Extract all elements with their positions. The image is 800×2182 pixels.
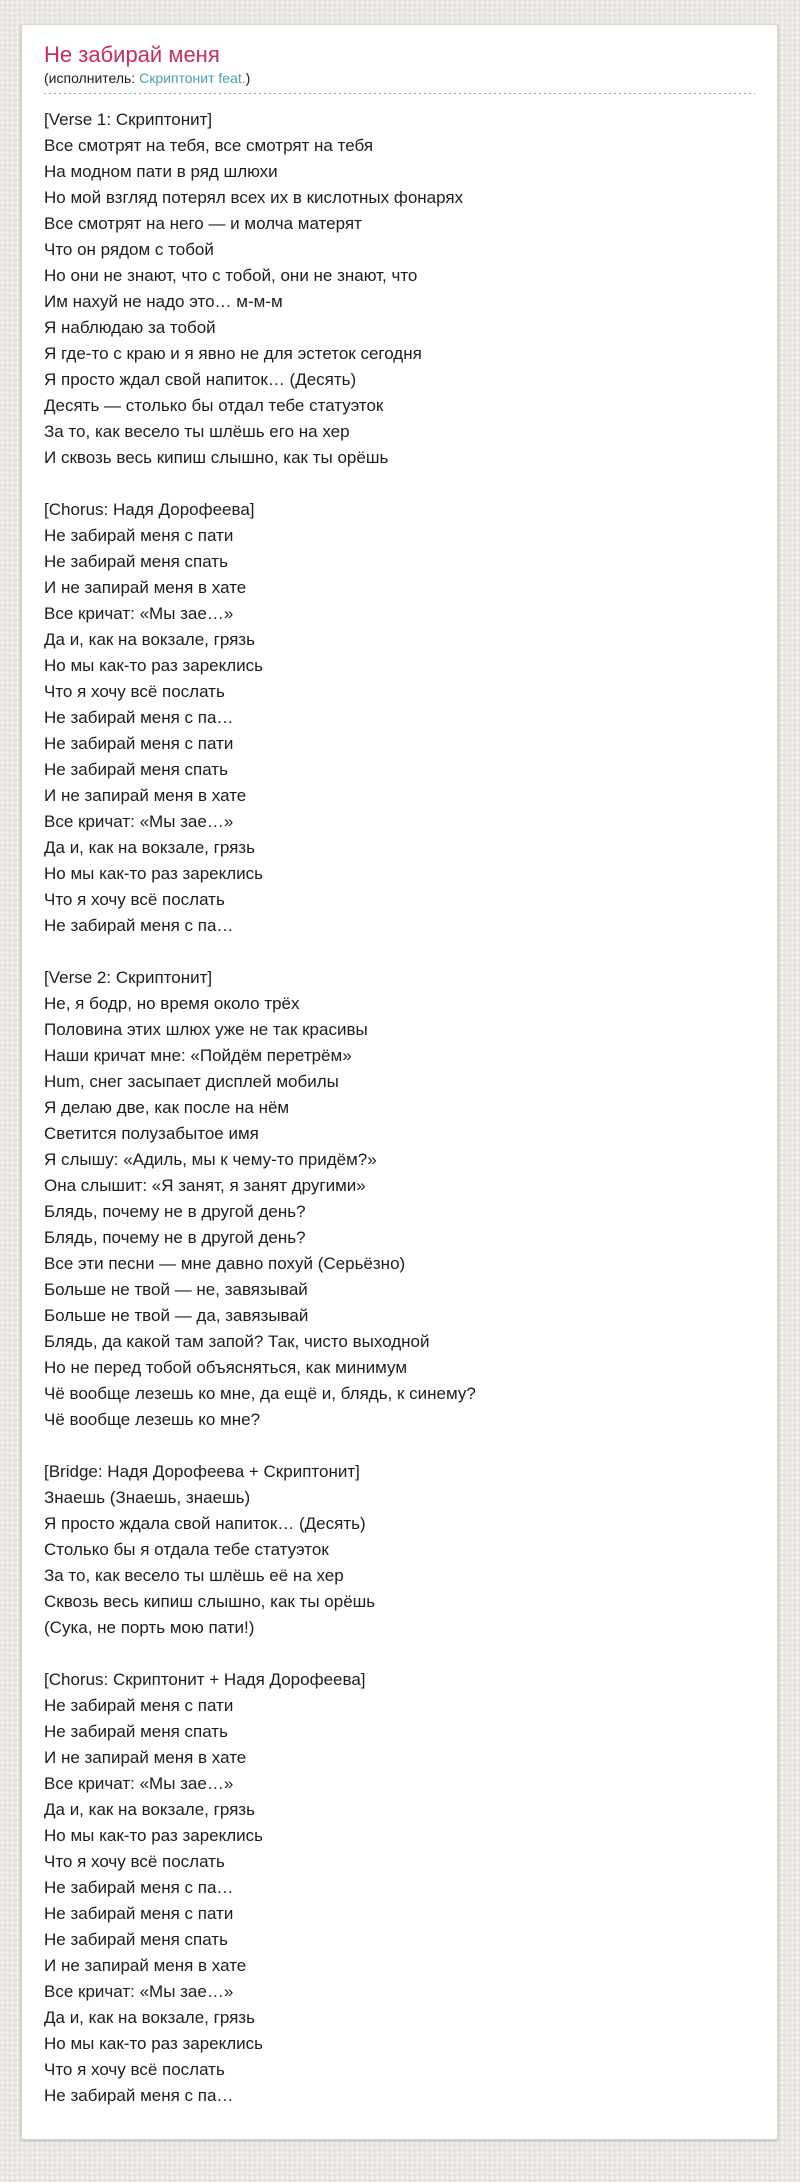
lyric-line: И не запирай меня в хате bbox=[44, 786, 247, 805]
lyrics-section bbox=[44, 965, 755, 1433]
lyric-line: Больше не твой — не, завязывай bbox=[44, 1280, 308, 1299]
lyric-line: (Сука, не порть мою пати!) bbox=[44, 1618, 255, 1637]
lyric-line: Но мы как-то раз зареклись bbox=[44, 656, 264, 675]
lyric-line: Не забирай меня с па… bbox=[44, 916, 234, 935]
lyric-line: Светится полузабытое имя bbox=[44, 1124, 259, 1143]
lyric-line: И не запирай меня в хате bbox=[44, 1956, 247, 1975]
lyric-line: Не забирай меня с пати bbox=[44, 526, 234, 545]
lyric-line: Не, я бодр, но время около трёх bbox=[44, 994, 300, 1013]
lyric-line: Но мой взгляд потерял всех их в кислотных фонарях bbox=[44, 188, 464, 207]
lyric-line: Не забирай меня с па… bbox=[44, 2086, 234, 2105]
section-header: [Chorus: Надя Дорофеева] bbox=[44, 500, 255, 519]
lyric-line: Не забирай меня с па… bbox=[44, 708, 234, 727]
lyric-line: Да и, как на вокзале, грязь bbox=[44, 838, 255, 857]
lyric-line: Что я хочу всё послать bbox=[44, 2060, 225, 2079]
lyric-line: Не забирай меня спать bbox=[44, 760, 228, 779]
lyric-line: На модном пати в ряд шлюхи bbox=[44, 162, 278, 181]
lyric-line: Да и, как на вокзале, грязь bbox=[44, 630, 255, 649]
lyric-line: Но не перед тобой объясняться, как минимум bbox=[44, 1358, 408, 1377]
lyric-line: Наши кричат мне: «Пойдём перетрём» bbox=[44, 1046, 352, 1065]
lyrics-section bbox=[44, 1667, 755, 2109]
lyric-line: За то, как весело ты шлёшь его на хер bbox=[44, 422, 350, 441]
lyric-line: Я просто ждал свой напиток… (Десять) bbox=[44, 370, 357, 389]
lyric-line: Все смотрят на тебя, все смотрят на тебя bbox=[44, 136, 374, 155]
lyric-line: Да и, как на вокзале, грязь bbox=[44, 2008, 255, 2027]
section-header: [Verse 2: Скриптонит] bbox=[44, 968, 213, 987]
lyric-line: Я делаю две, как после на нём bbox=[44, 1098, 290, 1117]
lyric-line: Что он рядом с тобой bbox=[44, 240, 214, 259]
lyric-line: И не запирай меня в хате bbox=[44, 578, 247, 597]
lyric-line: Все смотрят на него — и молча матерят bbox=[44, 214, 362, 233]
lyric-line: Столько бы я отдала тебе статуэток bbox=[44, 1540, 329, 1559]
lyric-line: Что я хочу всё послать bbox=[44, 890, 225, 909]
lyric-line: За то, как весело ты шлёшь её на хер bbox=[44, 1566, 344, 1585]
lyric-line: Да и, как на вокзале, грязь bbox=[44, 1800, 255, 1819]
lyric-line: Знаешь (Знаешь, знаешь) bbox=[44, 1488, 251, 1507]
lyrics-section bbox=[44, 107, 755, 471]
artist-line bbox=[44, 69, 755, 87]
lyric-line: Hum, снег засыпает дисплей мобилы bbox=[44, 1072, 339, 1091]
lyrics-section bbox=[44, 497, 755, 939]
lyric-line: Но мы как-то раз зареклись bbox=[44, 2034, 264, 2053]
lyric-line: Больше не твой — да, завязывай bbox=[44, 1306, 309, 1325]
lyric-line: Чё вообще лезешь ко мне? bbox=[44, 1410, 261, 1429]
lyric-line: Блядь, почему не в другой день? bbox=[44, 1202, 306, 1221]
lyrics-section bbox=[44, 1459, 755, 1641]
lyric-line: И сквозь весь кипиш слышно, как ты орёшь bbox=[44, 448, 389, 467]
section-header: [Verse 1: Скриптонит] bbox=[44, 110, 213, 129]
lyric-line: Все эти песни — мне давно похуй (Серьёзно) bbox=[44, 1254, 406, 1273]
lyric-line: Все кричат: «Мы зае…» bbox=[44, 1774, 234, 1793]
artist-label-suffix: ) bbox=[245, 70, 251, 86]
section-header: [Bridge: Надя Дорофеева + Скриптонит] bbox=[44, 1462, 360, 1481]
lyric-line: Но мы как-то раз зареклись bbox=[44, 1826, 264, 1845]
page-background bbox=[0, 24, 800, 2182]
lyric-line: Половина этих шлюх уже не так красивы bbox=[44, 1020, 368, 1039]
lyric-line: Десять — столько бы отдал тебе статуэток bbox=[44, 396, 384, 415]
lyric-line: Я наблюдаю за тобой bbox=[44, 318, 216, 337]
artist-label-prefix: (исполнитель: bbox=[44, 70, 140, 86]
lyric-line: Но мы как-то раз зареклись bbox=[44, 864, 264, 883]
lyric-line: Не забирай меня спать bbox=[44, 1722, 228, 1741]
lyric-line: Я где-то с краю и я явно не для эстеток сегодня bbox=[44, 344, 422, 363]
lyric-line: Им нахуй не надо это… м-м-м bbox=[44, 292, 283, 311]
lyric-line: Все кричат: «Мы зае…» bbox=[44, 812, 234, 831]
lyric-line: Не забирай меня с пати bbox=[44, 1696, 234, 1715]
song-card bbox=[21, 24, 778, 2140]
page-title: Не забирай меня bbox=[44, 42, 220, 67]
lyric-line: Блядь, почему не в другой день? bbox=[44, 1228, 306, 1247]
lyric-line: Что я хочу всё послать bbox=[44, 682, 225, 701]
lyric-line: Не забирай меня с пати bbox=[44, 1904, 234, 1923]
lyric-line: И не запирай меня в хате bbox=[44, 1748, 247, 1767]
lyrics bbox=[44, 107, 755, 2109]
lyric-line: Что я хочу всё послать bbox=[44, 1852, 225, 1871]
song-header bbox=[44, 42, 755, 94]
lyric-line: Все кричат: «Мы зае…» bbox=[44, 1982, 234, 2001]
lyric-line: Сквозь весь кипиш слышно, как ты орёшь bbox=[44, 1592, 376, 1611]
lyric-line: Не забирай меня спать bbox=[44, 1930, 228, 1949]
artist-link[interactable]: Скриптонит feat. bbox=[139, 70, 246, 86]
lyric-line: Но они не знают, что с тобой, они не знают, что bbox=[44, 266, 418, 285]
lyric-line: Все кричат: «Мы зае…» bbox=[44, 604, 234, 623]
lyric-line: Она слышит: «Я занят, я занят другими» bbox=[44, 1176, 366, 1195]
lyric-line: Я просто ждала свой напиток… (Десять) bbox=[44, 1514, 366, 1533]
lyric-line: Не забирай меня спать bbox=[44, 552, 228, 571]
lyric-line: Я слышу: «Адиль, мы к чему-то придём?» bbox=[44, 1150, 377, 1169]
lyric-line: Блядь, да какой там запой? Так, чисто выходной bbox=[44, 1332, 430, 1351]
lyric-line: Не забирай меня с пати bbox=[44, 734, 234, 753]
lyric-line: Чё вообще лезешь ко мне, да ещё и, блядь, к синему? bbox=[44, 1384, 476, 1403]
lyric-line: Не забирай меня с па… bbox=[44, 1878, 234, 1897]
section-header: [Chorus: Скриптонит + Надя Дорофеева] bbox=[44, 1670, 366, 1689]
